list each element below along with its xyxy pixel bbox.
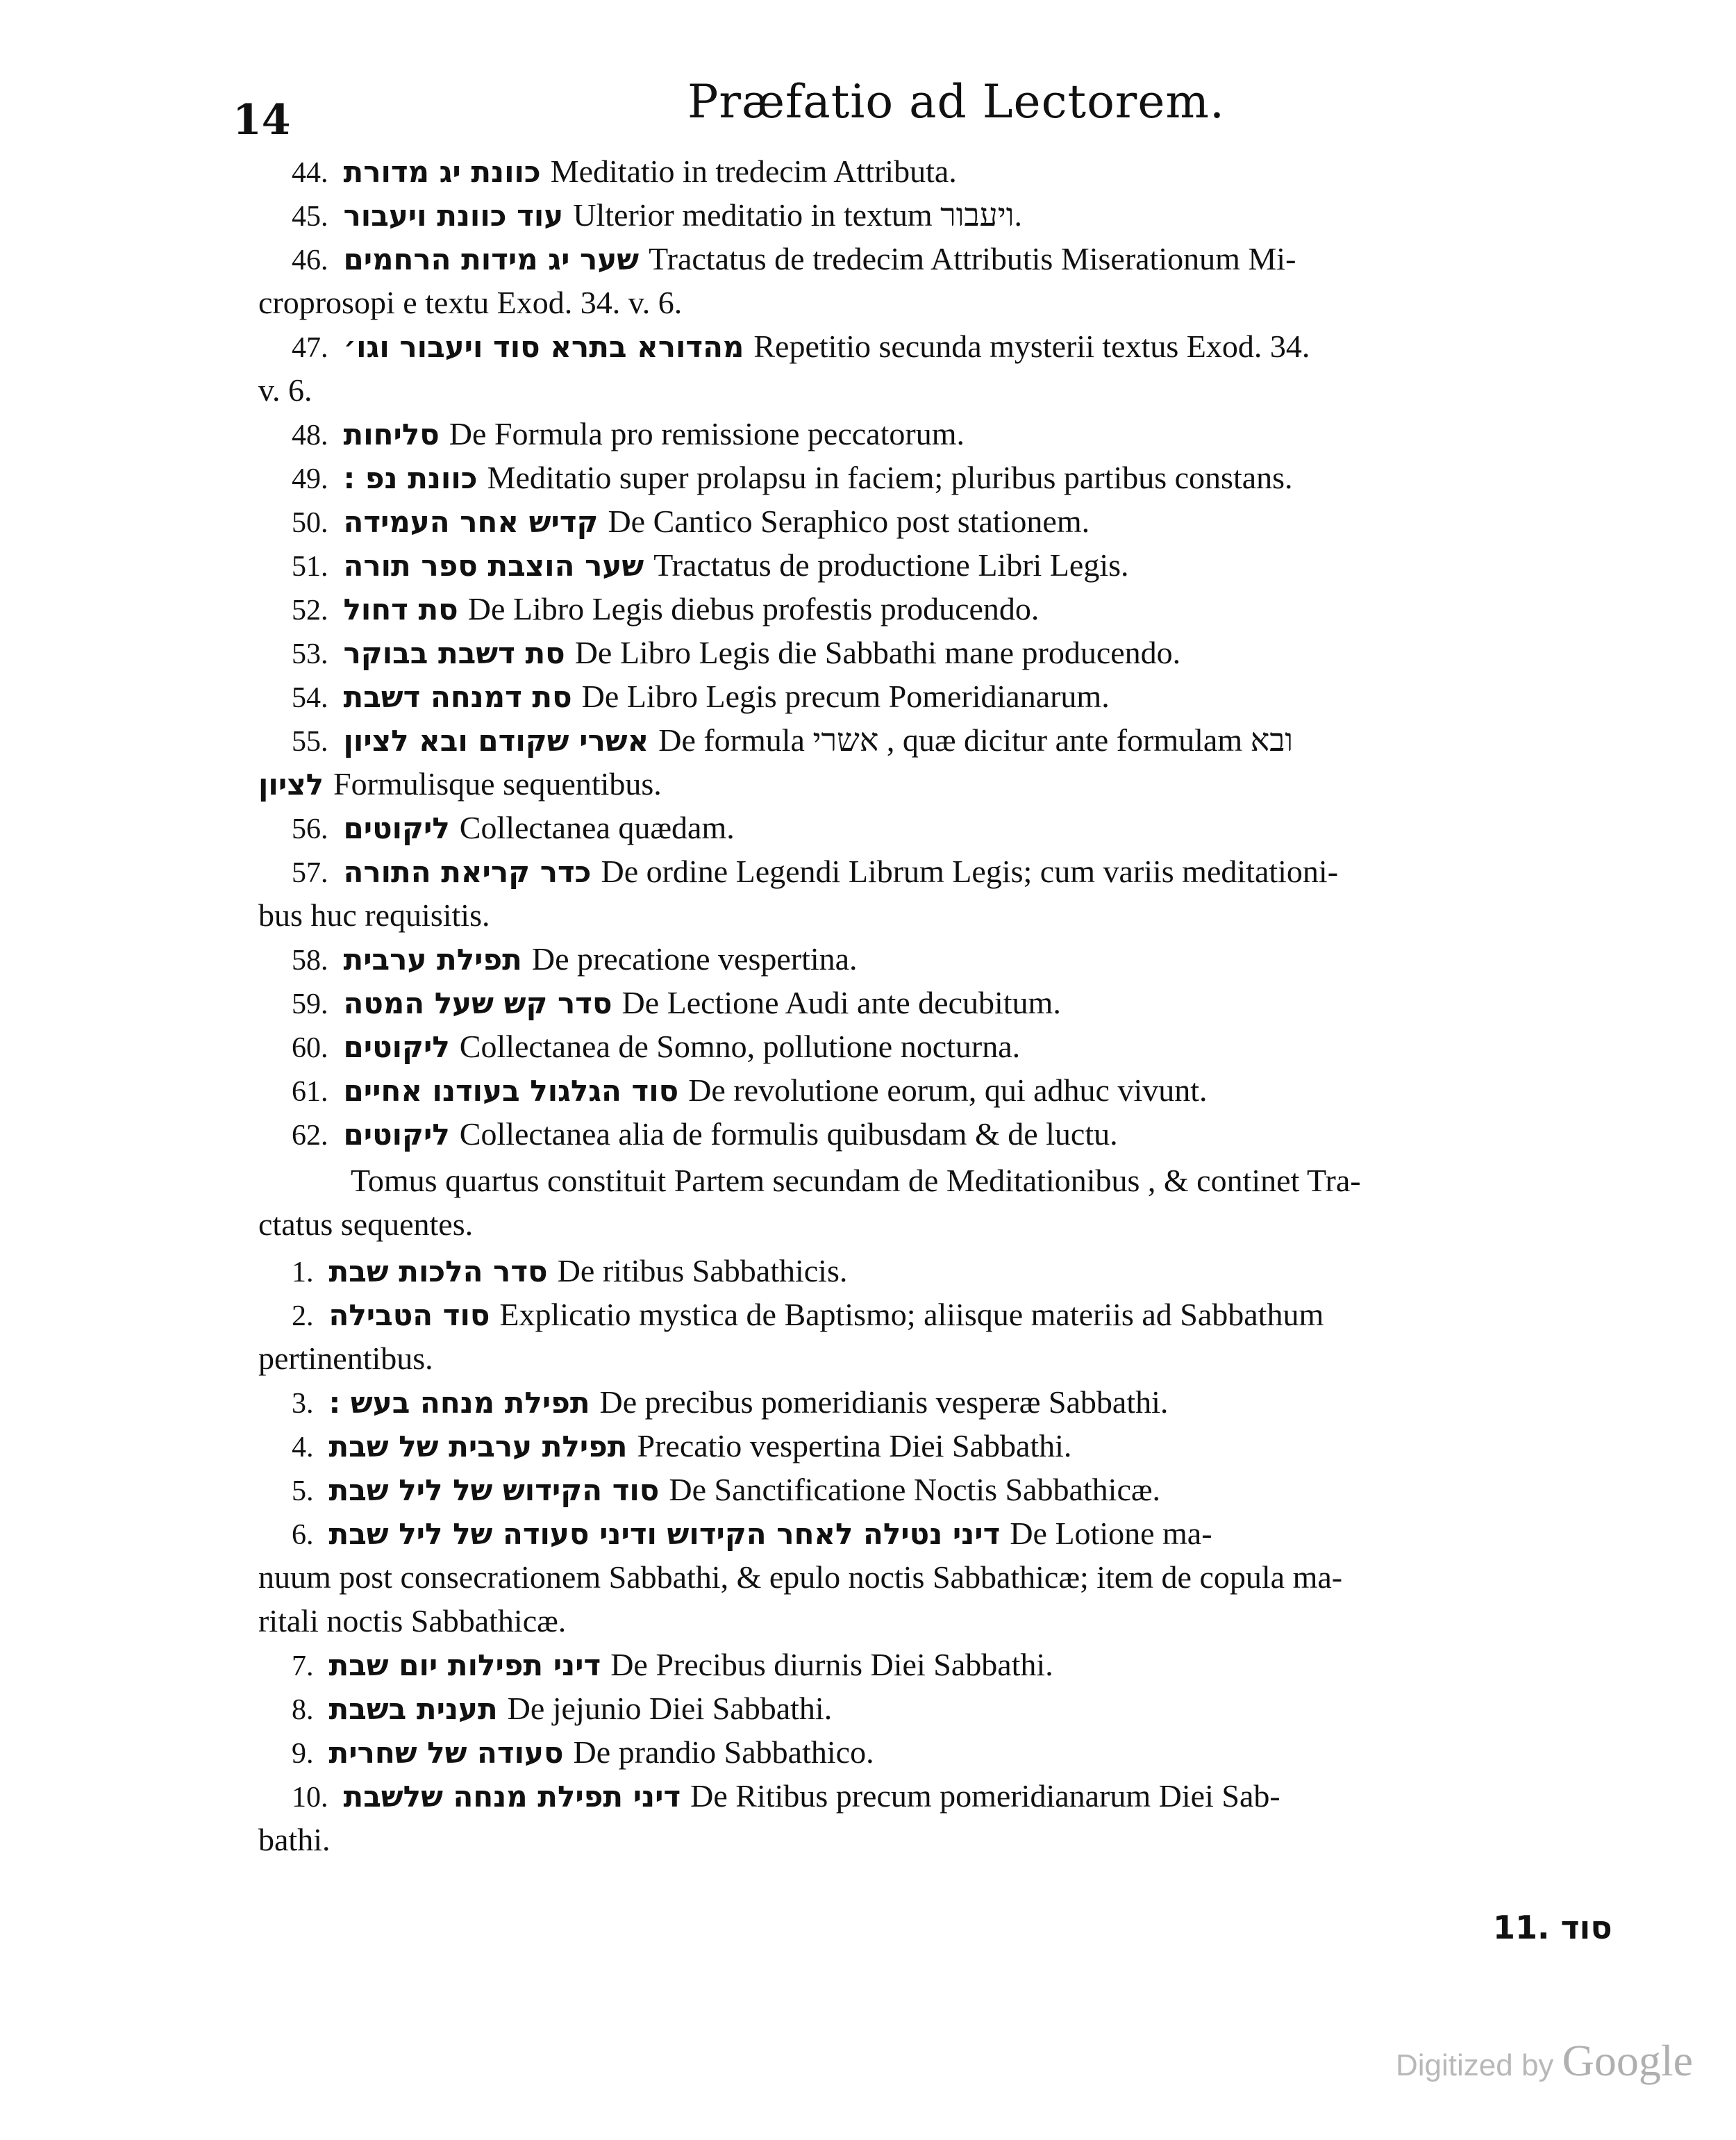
entry-number: 2.	[292, 1300, 314, 1332]
entry-number: 62.	[292, 1120, 328, 1152]
entry-latin-description: De Lectione Audi ante decubitum.	[621, 985, 1061, 1020]
entry-latin-description: Meditatio super prolapsu in faciem; pluribus partibus constans.	[487, 460, 1293, 495]
entry-hebrew-title: סוד הקידוש של ליל שבת	[328, 1473, 660, 1507]
entry-number: 44.	[292, 157, 328, 189]
entry-latin-description: De revolutione eorum, qui adhuc vivunt.	[688, 1072, 1208, 1108]
entry-hebrew-title: דיני תפילות יום שבת	[328, 1648, 601, 1682]
paragraph-line: Tomus quartus constituit Partem secundam de Meditationibus , & continet Tra-	[351, 1163, 1361, 1198]
entry-latin-description: De jejunio Diei Sabbathi.	[507, 1691, 833, 1726]
entry-hebrew-title: סעודה של שחרית	[328, 1736, 564, 1770]
toc-entry	[292, 326, 1310, 367]
entry-hebrew-title: ליקוטים	[343, 1030, 450, 1064]
entry-number: 56.	[292, 813, 328, 845]
entry-latin-description: De ritibus Sabbathicis.	[557, 1253, 848, 1288]
entry-latin-description: Tractatus de tredecim Attributis Miserationum Mi-	[649, 241, 1296, 276]
toc-entry	[292, 983, 1061, 1023]
entry-number: 9.	[292, 1738, 314, 1770]
toc-entry	[292, 1513, 1212, 1554]
entry-hebrew-title: כוונת יג מדורת	[343, 155, 541, 189]
entry-number: 51.	[292, 551, 328, 583]
entry-hebrew-title: עוד כוונת ויעבור	[343, 199, 564, 233]
paragraph-line: ctatus sequentes.	[258, 1206, 474, 1242]
toc-entry	[292, 852, 1338, 892]
entry-latin-description: De Cantico Seraphico post stationem.	[608, 504, 1090, 539]
toc-entry	[292, 939, 858, 979]
entry-hebrew-title: קדיש אחר העמידה	[343, 505, 599, 539]
entry-number: 7.	[292, 1650, 314, 1682]
running-head: Præfatio ad Lectorem.	[687, 75, 1225, 128]
entry-hebrew-title: סוד הטבילה	[328, 1298, 490, 1332]
entry-hebrew-title: סליחות	[343, 417, 440, 451]
entry-latin-description: Collectanea de Somno, pollutione nocturna.	[459, 1029, 1021, 1064]
entry-continuation-text: croprosopi e textu Exod. 34. v. 6.	[258, 285, 683, 320]
page-number: 14	[233, 96, 291, 144]
entry-continuation-text: Formulisque sequentibus.	[333, 766, 662, 802]
entry-latin-description: De formula אשרי , quæ dicitur ante formulam ובא	[658, 722, 1294, 758]
entry-latin-description: De Ritibus precum pomeridianarum Diei Sab-	[690, 1778, 1280, 1814]
watermark-brand: Google	[1562, 2036, 1694, 2085]
entry-number: 60.	[292, 1032, 328, 1064]
entry-continuation	[258, 1557, 1342, 1598]
entry-hebrew-title: תפילת ערבית	[343, 943, 522, 977]
entry-number: 59.	[292, 988, 328, 1020]
entry-continuation	[258, 283, 682, 323]
entry-number: 3.	[292, 1388, 314, 1420]
entry-hebrew-title: תענית בשבת	[328, 1692, 498, 1726]
entry-latin-description: Collectanea alia de formulis quibusdam & de luctu.	[459, 1116, 1118, 1152]
entry-continuation	[258, 1820, 330, 1860]
entry-number: 61.	[292, 1076, 328, 1108]
toc-entry	[292, 151, 957, 192]
entry-latin-description: De prandio Sabbathico.	[573, 1734, 874, 1770]
digitization-watermark	[1396, 2035, 1693, 2087]
entry-hebrew-title: סדר קש שעל המטה	[343, 986, 612, 1020]
entry-number: 10.	[292, 1782, 328, 1814]
entry-continuation: ritali noctis Sabbathicæ.	[258, 1603, 567, 1639]
entry-latin-description: De precibus pomeridianis vesperæ Sabbathi.	[599, 1384, 1169, 1420]
toc-entry	[292, 1382, 1168, 1422]
toc-entry	[292, 239, 1296, 279]
entry-hebrew-title: סת דשבת בבוקר	[343, 636, 565, 670]
toc-entry	[292, 1295, 1324, 1335]
toc-entry	[292, 808, 735, 848]
entry-latin-description: De precatione vespertina.	[531, 941, 858, 977]
entry-number: 6.	[292, 1519, 314, 1551]
entry-number: 46.	[292, 244, 328, 276]
toc-entry	[292, 1114, 1118, 1154]
entry-hebrew-title: דיני נטילה לאחר הקידוש ודיני סעודה של ליל שבת	[328, 1517, 1001, 1551]
entry-number: 57.	[292, 857, 328, 889]
entry-hebrew-title: סדר הלכות שבת	[328, 1254, 548, 1288]
entry-hebrew-title: מהדורא בתרא סוד ויעבור וגו׳	[343, 330, 744, 364]
entry-continuation-hebrew: לציון	[258, 768, 324, 802]
watermark-prefix: Digitized by	[1396, 2048, 1554, 2082]
entry-number: 52.	[292, 595, 328, 627]
toc-entry	[292, 1645, 1053, 1685]
entry-latin-description: Explicatio mystica de Baptismo; aliisque materiis ad Sabbathum	[499, 1297, 1324, 1332]
entry-latin-description: Tractatus de productione Libri Legis.	[653, 547, 1129, 583]
entry-hebrew-title: דיני תפילת מנחה שלשבת	[343, 1780, 681, 1814]
entry-latin-description: Collectanea quædam.	[459, 810, 735, 845]
entry-hebrew-title: אשרי שקודם ובא לציון	[343, 724, 649, 758]
toc-entry	[292, 633, 1180, 673]
toc-entry	[292, 414, 965, 454]
entry-continuation-text: nuum post consecrationem Sabbathi, & epulo noctis Sabbathicæ; item de copula ma-	[258, 1559, 1343, 1595]
entry-hebrew-title: תפילת ערבית של שבת	[328, 1429, 628, 1463]
entry-latin-description: De Libro Legis diebus profestis producendo.	[467, 591, 1040, 627]
toc-entry	[292, 1776, 1280, 1816]
catchword: סוד .11	[1493, 1909, 1612, 1946]
entry-number: 53.	[292, 638, 328, 670]
toc-entry	[292, 458, 1293, 498]
entry-latin-description: De Formula pro remissione peccatorum.	[449, 416, 965, 451]
entry-latin-description: De Libro Legis die Sabbathi mane producendo.	[574, 635, 1181, 670]
entry-continuation-text: bus huc requisitis.	[258, 897, 490, 933]
toc-entry	[292, 677, 1110, 717]
entry-hebrew-title: סת דמנחה דשבת	[343, 680, 572, 714]
entry-number: 45.	[292, 201, 328, 233]
entry-number: 58.	[292, 945, 328, 977]
entry-number: 47.	[292, 332, 328, 364]
entry-number: 55.	[292, 726, 328, 758]
entry-number: 4.	[292, 1432, 314, 1463]
entry-latin-description: De Libro Legis precum Pomeridianarum.	[581, 679, 1110, 714]
entry-latin-description: Precatio vespertina Diei Sabbathi.	[637, 1428, 1072, 1463]
entry-continuation	[258, 1338, 433, 1379]
toc-entry	[292, 1470, 1160, 1510]
entry-latin-description: Ulterior meditatio in textum ויעבור.	[573, 197, 1023, 233]
toc-entry	[292, 589, 1039, 629]
entry-number: 50.	[292, 507, 328, 539]
entry-hebrew-title: שער יג מידות הרחמים	[343, 242, 640, 276]
entry-hebrew-title: סת דחול	[343, 592, 458, 627]
toc-entry	[292, 1426, 1071, 1466]
toc-entry	[292, 1251, 847, 1291]
entry-number: 8.	[292, 1694, 314, 1726]
toc-entry	[292, 1070, 1208, 1111]
entry-latin-description: De Lotione ma-	[1010, 1516, 1212, 1551]
entry-hebrew-title: תפילת מנחה בעש :	[328, 1386, 590, 1420]
entry-continuation	[258, 764, 662, 804]
entry-hebrew-title: סוד הגלגול בעודנו אחיים	[343, 1074, 679, 1108]
entry-hebrew-title: ליקוטים	[343, 811, 450, 845]
entry-number: 1.	[292, 1256, 314, 1288]
entry-continuation-text: v. 6.	[258, 372, 312, 408]
entry-continuation	[258, 370, 312, 410]
entry-hebrew-title: כדר קריאת התורה	[343, 855, 592, 889]
entry-hebrew-title: שער הוצבת ספר תורה	[343, 549, 644, 583]
entry-latin-description: De ordine Legendi Librum Legis; cum variis meditationi-	[601, 854, 1339, 889]
entry-hebrew-title: כוונת נפ :	[343, 461, 478, 495]
entry-number: 5.	[292, 1475, 314, 1507]
entry-number: 49.	[292, 463, 328, 495]
toc-entry	[292, 1732, 874, 1773]
entry-number: 48.	[292, 420, 328, 451]
toc-entry	[292, 1027, 1020, 1067]
entry-latin-description: Repetitio secunda mysterii textus Exod. 34.	[753, 329, 1310, 364]
entry-continuation-text: pertinentibus.	[258, 1341, 433, 1376]
toc-entry	[292, 545, 1129, 586]
toc-entry	[292, 720, 1293, 761]
toc-entry	[292, 1689, 832, 1729]
entry-latin-description: De Sanctificatione Noctis Sabbathicæ.	[669, 1472, 1161, 1507]
entry-hebrew-title: ליקוטים	[343, 1118, 450, 1152]
toc-entry	[292, 195, 1022, 235]
entry-continuation	[258, 895, 490, 936]
toc-entry	[292, 501, 1090, 542]
entry-latin-description: De Precibus diurnis Diei Sabbathi.	[610, 1647, 1053, 1682]
entry-latin-description: Meditatio in tredecim Attributa.	[550, 154, 957, 189]
entry-continuation-text: bathi.	[258, 1822, 331, 1857]
entry-number: 54.	[292, 682, 328, 714]
